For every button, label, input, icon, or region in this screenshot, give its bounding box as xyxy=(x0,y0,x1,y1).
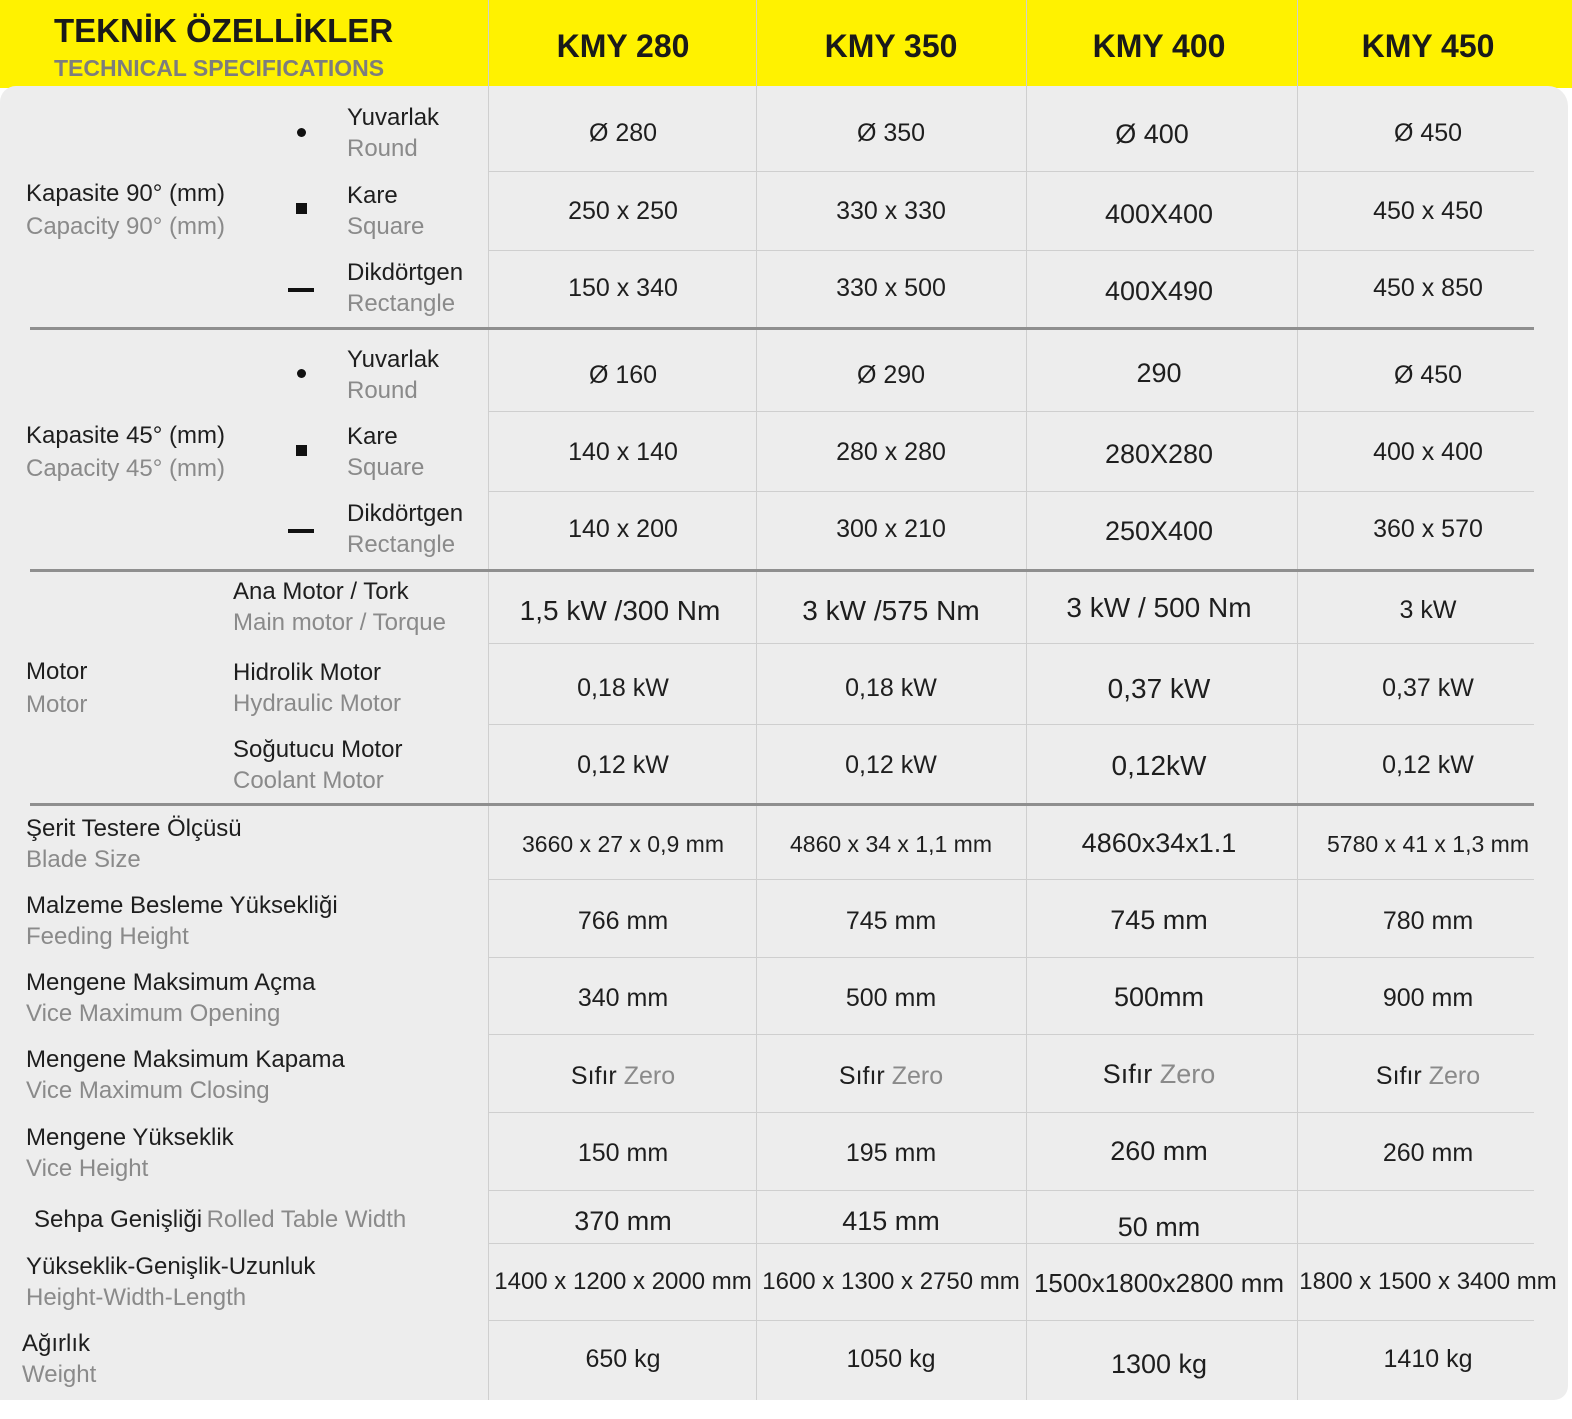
value-cell: 0,12 kW xyxy=(577,751,669,779)
value-cell: Ø 350 xyxy=(856,119,926,147)
value-cell: 0,37 kW xyxy=(1382,674,1474,702)
value-cell: 0,18 kW xyxy=(577,674,669,702)
model-header: KMY 400 xyxy=(1092,28,1226,64)
value-cell: 3 kW / 500 Nm xyxy=(1066,592,1252,623)
feeding-height-label: Malzeme Besleme Yüksekliği Feeding Height xyxy=(26,892,338,950)
value-cell: 5780 x 41 x 1,3 mm xyxy=(1327,831,1529,857)
rolled-table-width-label: Sehpa Genişliği Rolled Table Width xyxy=(34,1206,407,1233)
capacity-90-label: Kapasite 90° (mm) Capacity 90° (mm) xyxy=(26,180,225,240)
value-cell: Ø 290 xyxy=(856,361,926,389)
value-cell: 280 x 280 xyxy=(836,438,946,466)
value-cell: 140 x 200 xyxy=(568,515,678,543)
row-divider xyxy=(488,411,1534,412)
value-cell: 3660 x 27 x 0,9 mm xyxy=(522,831,724,857)
value-cell: 1300 kg xyxy=(1110,1349,1208,1379)
value-cell: 340 mm xyxy=(577,984,669,1012)
value-cell: Ø 450 xyxy=(1393,361,1463,389)
model-header: KMY 350 xyxy=(824,28,958,64)
value-cell: 1800 x 1500 x 3400 mm xyxy=(1299,1268,1557,1295)
vice-max-opening-label: Mengene Maksimum Açma Vice Maximum Opening xyxy=(26,969,316,1027)
value-cell: 4860x34x1.1 xyxy=(1081,828,1237,858)
value-cell: 0,37 kW xyxy=(1107,673,1211,704)
value-cell: 330 x 330 xyxy=(836,197,946,225)
value-cell: 195 mm xyxy=(845,1139,937,1167)
value-cell: 140 x 140 xyxy=(568,438,678,466)
dimensions-label: Yükseklik-Genişlik-Uzunluk Height-Width-Length xyxy=(26,1253,316,1311)
capacity-45-label: Kapasite 45° (mm) Capacity 45° (mm) xyxy=(26,422,225,482)
value-cell: 745 mm xyxy=(1110,905,1208,935)
value-cell: 4860 x 34 x 1,1 mm xyxy=(790,831,992,857)
row-divider xyxy=(488,1320,1534,1321)
motor-label: Motor Motor xyxy=(26,658,88,718)
value-cell: 900 mm xyxy=(1382,984,1474,1012)
value-cell: 300 x 210 xyxy=(836,515,946,543)
value-cell: 450 x 850 xyxy=(1373,274,1483,302)
value-cell: 360 x 570 xyxy=(1373,515,1483,543)
section-divider xyxy=(30,803,1534,806)
value-cell: 500 mm xyxy=(845,984,937,1012)
value-cell: 280X280 xyxy=(1104,439,1214,469)
value-cell: Ø 280 xyxy=(588,119,658,147)
square-icon xyxy=(284,201,318,219)
value-cell: 1,5 kW /300 Nm xyxy=(519,595,721,626)
shape-label-round: Yuvarlak Round xyxy=(347,346,440,404)
vice-height-label: Mengene Yükseklik Vice Height xyxy=(26,1124,234,1182)
page-title: TEKNİK ÖZELLİKLER xyxy=(54,12,394,49)
row-divider xyxy=(488,1190,1534,1191)
row-divider xyxy=(488,171,1534,172)
coolant-motor-label: Soğutucu Motor Coolant Motor xyxy=(233,736,403,794)
value-cell: 250 x 250 xyxy=(568,197,678,225)
row-divider xyxy=(488,491,1534,492)
value-cell: 260 mm xyxy=(1382,1139,1474,1167)
value-cell: 650 kg xyxy=(585,1345,661,1373)
value-cell: 0,12 kW xyxy=(845,751,937,779)
value-cell: 400 x 400 xyxy=(1373,438,1483,466)
shape-label-round: Yuvarlak Round xyxy=(347,104,440,162)
value-cell: 150 mm xyxy=(577,1139,669,1167)
value-cell: 0,18 kW xyxy=(845,674,937,702)
value-cell: 1050 kg xyxy=(846,1345,936,1373)
value-cell: 400X490 xyxy=(1104,276,1214,306)
value-cell: Sıfır Zero xyxy=(1102,1059,1216,1089)
row-divider xyxy=(488,250,1534,251)
value-cell: 260 mm xyxy=(1110,1136,1208,1166)
value-cell: 0,12kW xyxy=(1111,750,1207,781)
value-cell: Sıfır Zero xyxy=(1375,1062,1481,1090)
weight-label: Ağırlık Weight xyxy=(22,1330,97,1388)
value-cell: 500mm xyxy=(1113,982,1205,1012)
rectangle-icon xyxy=(284,279,318,297)
value-cell: 766 mm xyxy=(577,907,669,935)
value-cell: Ø 400 xyxy=(1115,119,1189,149)
shape-label-rectangle: Dikdörtgen Rectangle xyxy=(347,259,464,317)
shape-label-rectangle: Dikdörtgen Rectangle xyxy=(347,500,464,558)
value-cell: 415 mm xyxy=(842,1206,940,1236)
shape-label-square: Kare Square xyxy=(347,182,425,240)
row-divider xyxy=(488,724,1534,725)
round-icon xyxy=(284,365,318,383)
row-divider xyxy=(488,1243,1534,1244)
value-cell: 1600 x 1300 x 2750 mm xyxy=(762,1268,1020,1295)
blade-size-label: Şerit Testere Ölçüsü Blade Size xyxy=(26,815,242,873)
value-cell: 0,12 kW xyxy=(1382,751,1474,779)
main-motor-label: Ana Motor / Tork Main motor / Torque xyxy=(233,578,446,636)
rectangle-icon xyxy=(284,520,318,538)
value-cell: 370 mm xyxy=(574,1206,672,1236)
value-cell: 450 x 450 xyxy=(1373,197,1483,225)
round-icon xyxy=(284,124,318,142)
row-divider xyxy=(488,1112,1534,1113)
value-cell: Ø 450 xyxy=(1393,119,1463,147)
value-cell: 330 x 500 xyxy=(836,274,946,302)
value-cell: 1400 x 1200 x 2000 mm xyxy=(494,1268,752,1295)
value-cell: Ø 160 xyxy=(588,361,658,389)
value-cell: Sıfır Zero xyxy=(838,1062,944,1090)
row-divider xyxy=(488,1034,1534,1035)
square-icon xyxy=(284,443,318,461)
value-cell: 3 kW xyxy=(1399,596,1457,624)
section-divider xyxy=(30,327,1534,330)
value-cell: 780 mm xyxy=(1382,907,1474,935)
value-cell: 250X400 xyxy=(1104,516,1214,546)
row-divider xyxy=(488,643,1534,644)
value-cell: Sıfır Zero xyxy=(570,1062,676,1090)
value-cell: 400X400 xyxy=(1104,199,1214,229)
hydraulic-motor-label: Hidrolik Motor Hydraulic Motor xyxy=(233,659,402,717)
value-cell: 290 xyxy=(1136,358,1182,388)
row-divider xyxy=(488,879,1534,880)
value-cell: 150 x 340 xyxy=(568,274,678,302)
value-cell: 1500x1800x2800 mm xyxy=(1033,1268,1285,1298)
value-cell: 50 mm xyxy=(1117,1212,1201,1242)
page-subtitle: TECHNICAL SPECIFICATIONS xyxy=(54,55,385,81)
shape-label-square: Kare Square xyxy=(347,423,425,481)
value-cell: 745 mm xyxy=(845,907,937,935)
row-divider xyxy=(488,957,1534,958)
model-header: KMY 280 xyxy=(556,28,690,64)
value-cell: 1410 kg xyxy=(1383,1345,1473,1373)
model-header: KMY 450 xyxy=(1361,28,1495,64)
section-divider xyxy=(30,569,1534,572)
value-cell: 3 kW /575 Nm xyxy=(802,595,980,626)
vice-max-closing-label: Mengene Maksimum Kapama Vice Maximum Closing xyxy=(26,1046,345,1104)
